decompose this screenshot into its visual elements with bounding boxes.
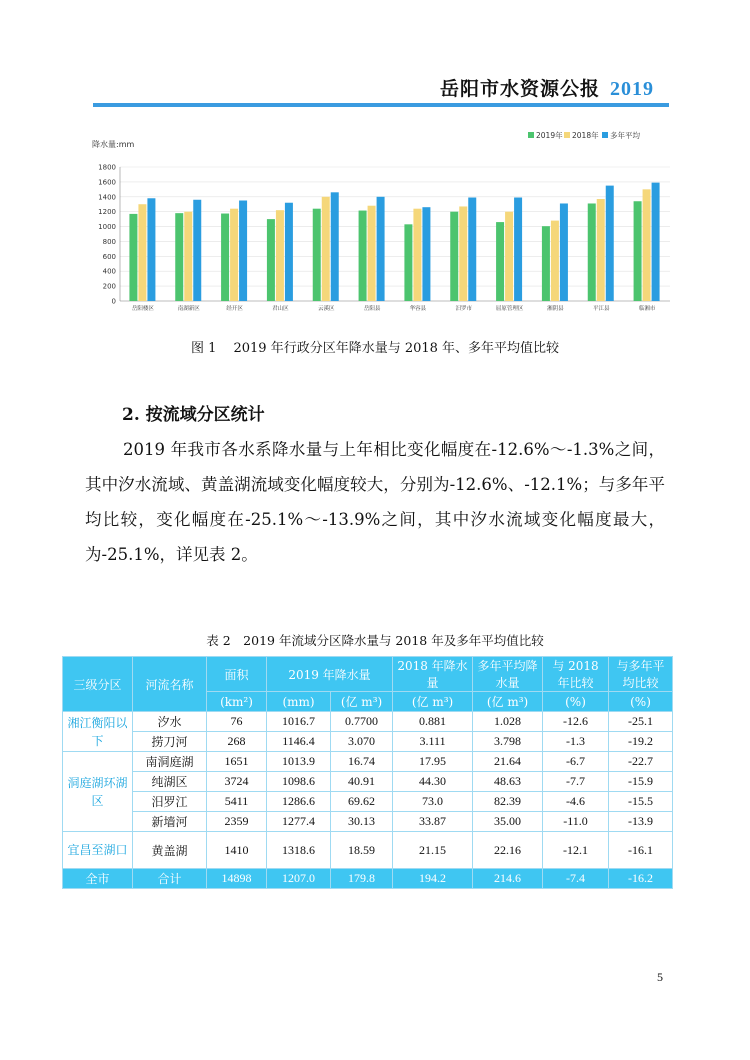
bar [193,200,201,301]
cell-mm: 1286.6 [267,792,331,812]
cell-cmp2018: -4.6 [543,792,609,812]
x-tick-label: 屈原管理区 [495,306,524,312]
bar [331,192,339,301]
bar [239,201,247,302]
cell-area: 268 [207,732,267,752]
cell-mm: 1016.7 [267,712,331,732]
unit-pct1: (%) [543,692,609,712]
col-cmp2018: 与 2018 年比较 [543,657,609,692]
x-tick-label: 岳阳县 [363,306,381,312]
cell-2018: 3.111 [393,732,473,752]
page-number: 5 [657,970,663,984]
legend-swatch [528,132,534,138]
cell-cmp2018: -7.7 [543,772,609,792]
cell-mm: 1277.4 [267,812,331,832]
y-tick-label: 0 [111,297,116,306]
bar [450,212,458,301]
bar [542,226,550,301]
cell-avg: 22.16 [473,832,543,869]
bar [643,189,651,301]
unit-area: (km²) [207,692,267,712]
cell-cmpavg: -25.1 [609,712,673,732]
cell-2018: 0.881 [393,712,473,732]
y-tick-label: 1200 [98,208,116,217]
x-tick-label: 临湘市 [638,306,656,312]
cell-2018: 73.0 [393,792,473,812]
total-vol: 179.8 [331,869,393,889]
total-cmp2018: -7.4 [543,869,609,889]
cell-avg: 1.028 [473,712,543,732]
bar [377,197,385,301]
bar [459,206,467,301]
x-tick-label: 平江县 [592,306,610,312]
legend-swatch [564,132,570,138]
cell-vol: 16.74 [331,752,393,772]
cell-river: 新墙河 [133,812,207,832]
cell-cmpavg: -19.2 [609,732,673,752]
cell-river: 纯湖区 [133,772,207,792]
cell-cmp2018: -12.1 [543,832,609,869]
cell-cmp2018: -12.6 [543,712,609,732]
bar [505,212,513,301]
bar [184,212,192,301]
body-paragraph [85,432,665,572]
cell-cmpavg: -15.9 [609,772,673,792]
cell-mm: 1013.9 [267,752,331,772]
table-row [63,752,673,772]
header-title [440,74,654,101]
cell-avg: 21.64 [473,752,543,772]
rainfall-chart-svg [88,125,676,315]
bar [597,199,605,301]
unit-mm: (mm) [267,692,331,712]
cell-2018: 17.95 [393,752,473,772]
cell-2018: 21.15 [393,832,473,869]
cell-2018: 33.87 [393,812,473,832]
cell-cmpavg: -15.5 [609,792,673,812]
cell-mm: 1146.4 [267,732,331,752]
cell-area: 3724 [207,772,267,792]
table-row [63,792,673,812]
table-header-row [63,657,673,692]
col-avg: 多年平均降水量 [473,657,543,692]
cell-2018: 44.30 [393,772,473,792]
total-cmpavg: -16.2 [609,869,673,889]
legend-label: 2019年 [536,131,563,140]
cell-vol: 69.62 [331,792,393,812]
x-tick-label: 南湖新区 [177,306,200,312]
col-cmpavg: 与多年平均比较 [609,657,673,692]
report-year: 2019 [610,78,654,100]
col-area: 面积 [207,657,267,692]
bar [138,204,146,301]
bar [313,209,321,301]
legend-label: 2018年 [572,131,599,140]
cell-area: 1651 [207,752,267,772]
bar [359,211,367,301]
y-tick-label: 200 [102,282,116,291]
basin-rainfall-table [62,656,673,889]
y-tick-label: 1000 [98,223,116,232]
cell-avg: 35.00 [473,812,543,832]
table-row [63,832,673,869]
cell-vol: 40.91 [331,772,393,792]
bar [322,197,330,301]
col-river: 河流名称 [133,657,207,712]
y-axis-label: 降水量:mm [92,140,135,149]
cell-area: 5411 [207,792,267,812]
total-2018: 194.2 [393,869,473,889]
legend-label: 多年平均 [610,131,640,140]
cell-cmpavg: -22.7 [609,752,673,772]
cell-area: 76 [207,712,267,732]
x-tick-label: 汨罗市 [455,306,473,312]
unit-vol: (亿 m³) [331,692,393,712]
col-zone: 三级分区 [63,657,133,712]
bar [175,213,183,301]
group-yichang: 宜昌至湖口 [63,832,133,869]
y-tick-label: 400 [102,267,116,276]
cell-avg: 3.798 [473,732,543,752]
table-total-row [63,869,673,889]
y-tick-label: 1800 [98,163,116,172]
rainfall-chart [88,125,676,315]
bar [129,214,137,301]
total-zone: 全市 [63,869,133,889]
cell-mm: 1098.6 [267,772,331,792]
bar [496,222,504,301]
total-avg: 214.6 [473,869,543,889]
cell-cmp2018: -1.3 [543,732,609,752]
unit-avg: (亿 m³) [473,692,543,712]
unit-pct2: (%) [609,692,673,712]
x-tick-label: 华容县 [409,306,427,312]
bar [267,219,275,301]
bar [368,206,376,301]
cell-river: 南洞庭湖 [133,752,207,772]
cell-vol: 3.070 [331,732,393,752]
x-tick-label: 君山区 [272,306,289,312]
y-tick-label: 600 [102,252,116,261]
cell-area: 2359 [207,812,267,832]
bar [588,203,596,301]
x-tick-label: 湘阴县 [547,306,564,312]
cell-vol: 0.7700 [331,712,393,732]
cell-cmpavg: -16.1 [609,832,673,869]
bar [514,198,522,301]
cell-cmp2018: -6.7 [543,752,609,772]
unit-2018: (亿 m³) [393,692,473,712]
x-tick-label: 云溪区 [317,306,335,312]
bar [634,201,642,301]
cell-area: 1410 [207,832,267,869]
cell-river: 捞刀河 [133,732,207,752]
bar [276,210,284,301]
x-tick-label: 经开区 [226,306,243,312]
table-body [63,712,673,889]
bar [221,214,229,301]
cell-vol: 30.13 [331,812,393,832]
group-xiangjiang: 湘江衡阳以下 [63,712,133,752]
legend-swatch [602,132,608,138]
bar [560,203,568,301]
bar [404,224,412,301]
bar [285,203,293,301]
cell-mm: 1318.6 [267,832,331,869]
bar [230,209,238,301]
total-mm: 1207.0 [267,869,331,889]
table-row [63,712,673,732]
total-label: 合计 [133,869,207,889]
table-row [63,772,673,792]
cell-river: 汐水 [133,712,207,732]
bar [551,221,559,301]
cell-avg: 48.63 [473,772,543,792]
cell-avg: 82.39 [473,792,543,812]
bar [606,186,614,301]
report-title: 岳阳市水资源公报 [439,78,600,100]
y-tick-label: 1400 [98,193,116,202]
bar [422,207,430,301]
table-caption: 表 2 2019 年流域分区降水量与 2018 年及多年平均值比较 [206,633,544,648]
figure-caption: 图 1 2019 年行政分区年降水量与 2018 年、多年平均值比较 [190,341,560,356]
bar [652,183,660,301]
y-tick-label: 1600 [98,178,116,187]
col-2019: 2019 年降水量 [267,657,393,692]
table-row [63,732,673,752]
cell-cmpavg: -13.9 [609,812,673,832]
bar [147,198,155,301]
group-dongting: 洞庭湖环湖区 [63,752,133,832]
x-tick-label: 岳阳楼区 [131,306,154,312]
cell-river: 黄盖湖 [133,832,207,869]
y-tick-label: 800 [102,237,116,246]
cell-river: 汨罗江 [133,792,207,812]
col-2018: 2018 年降水量 [393,657,473,692]
paragraph-text: 2019 年我市各水系降水量与上年相比变化幅度在-12.6%～-1.3%之间，其中汐水流域、黄盖湖流域变化幅度较大，分别为-12.6%、-12.1%；与多年平均比较，变化幅度在-25.1%～-13.9%之间，其中汐水流域变化幅度最大，为-25.1%，详见表 2。 [85,440,665,564]
table-row [63,812,673,832]
cell-cmp2018: -11.0 [543,812,609,832]
bar [468,198,476,301]
total-area: 14898 [207,869,267,889]
cell-vol: 18.59 [331,832,393,869]
bar [413,209,421,301]
header-rule [93,103,669,107]
section-title: 2. 按流域分区统计 [122,405,265,425]
